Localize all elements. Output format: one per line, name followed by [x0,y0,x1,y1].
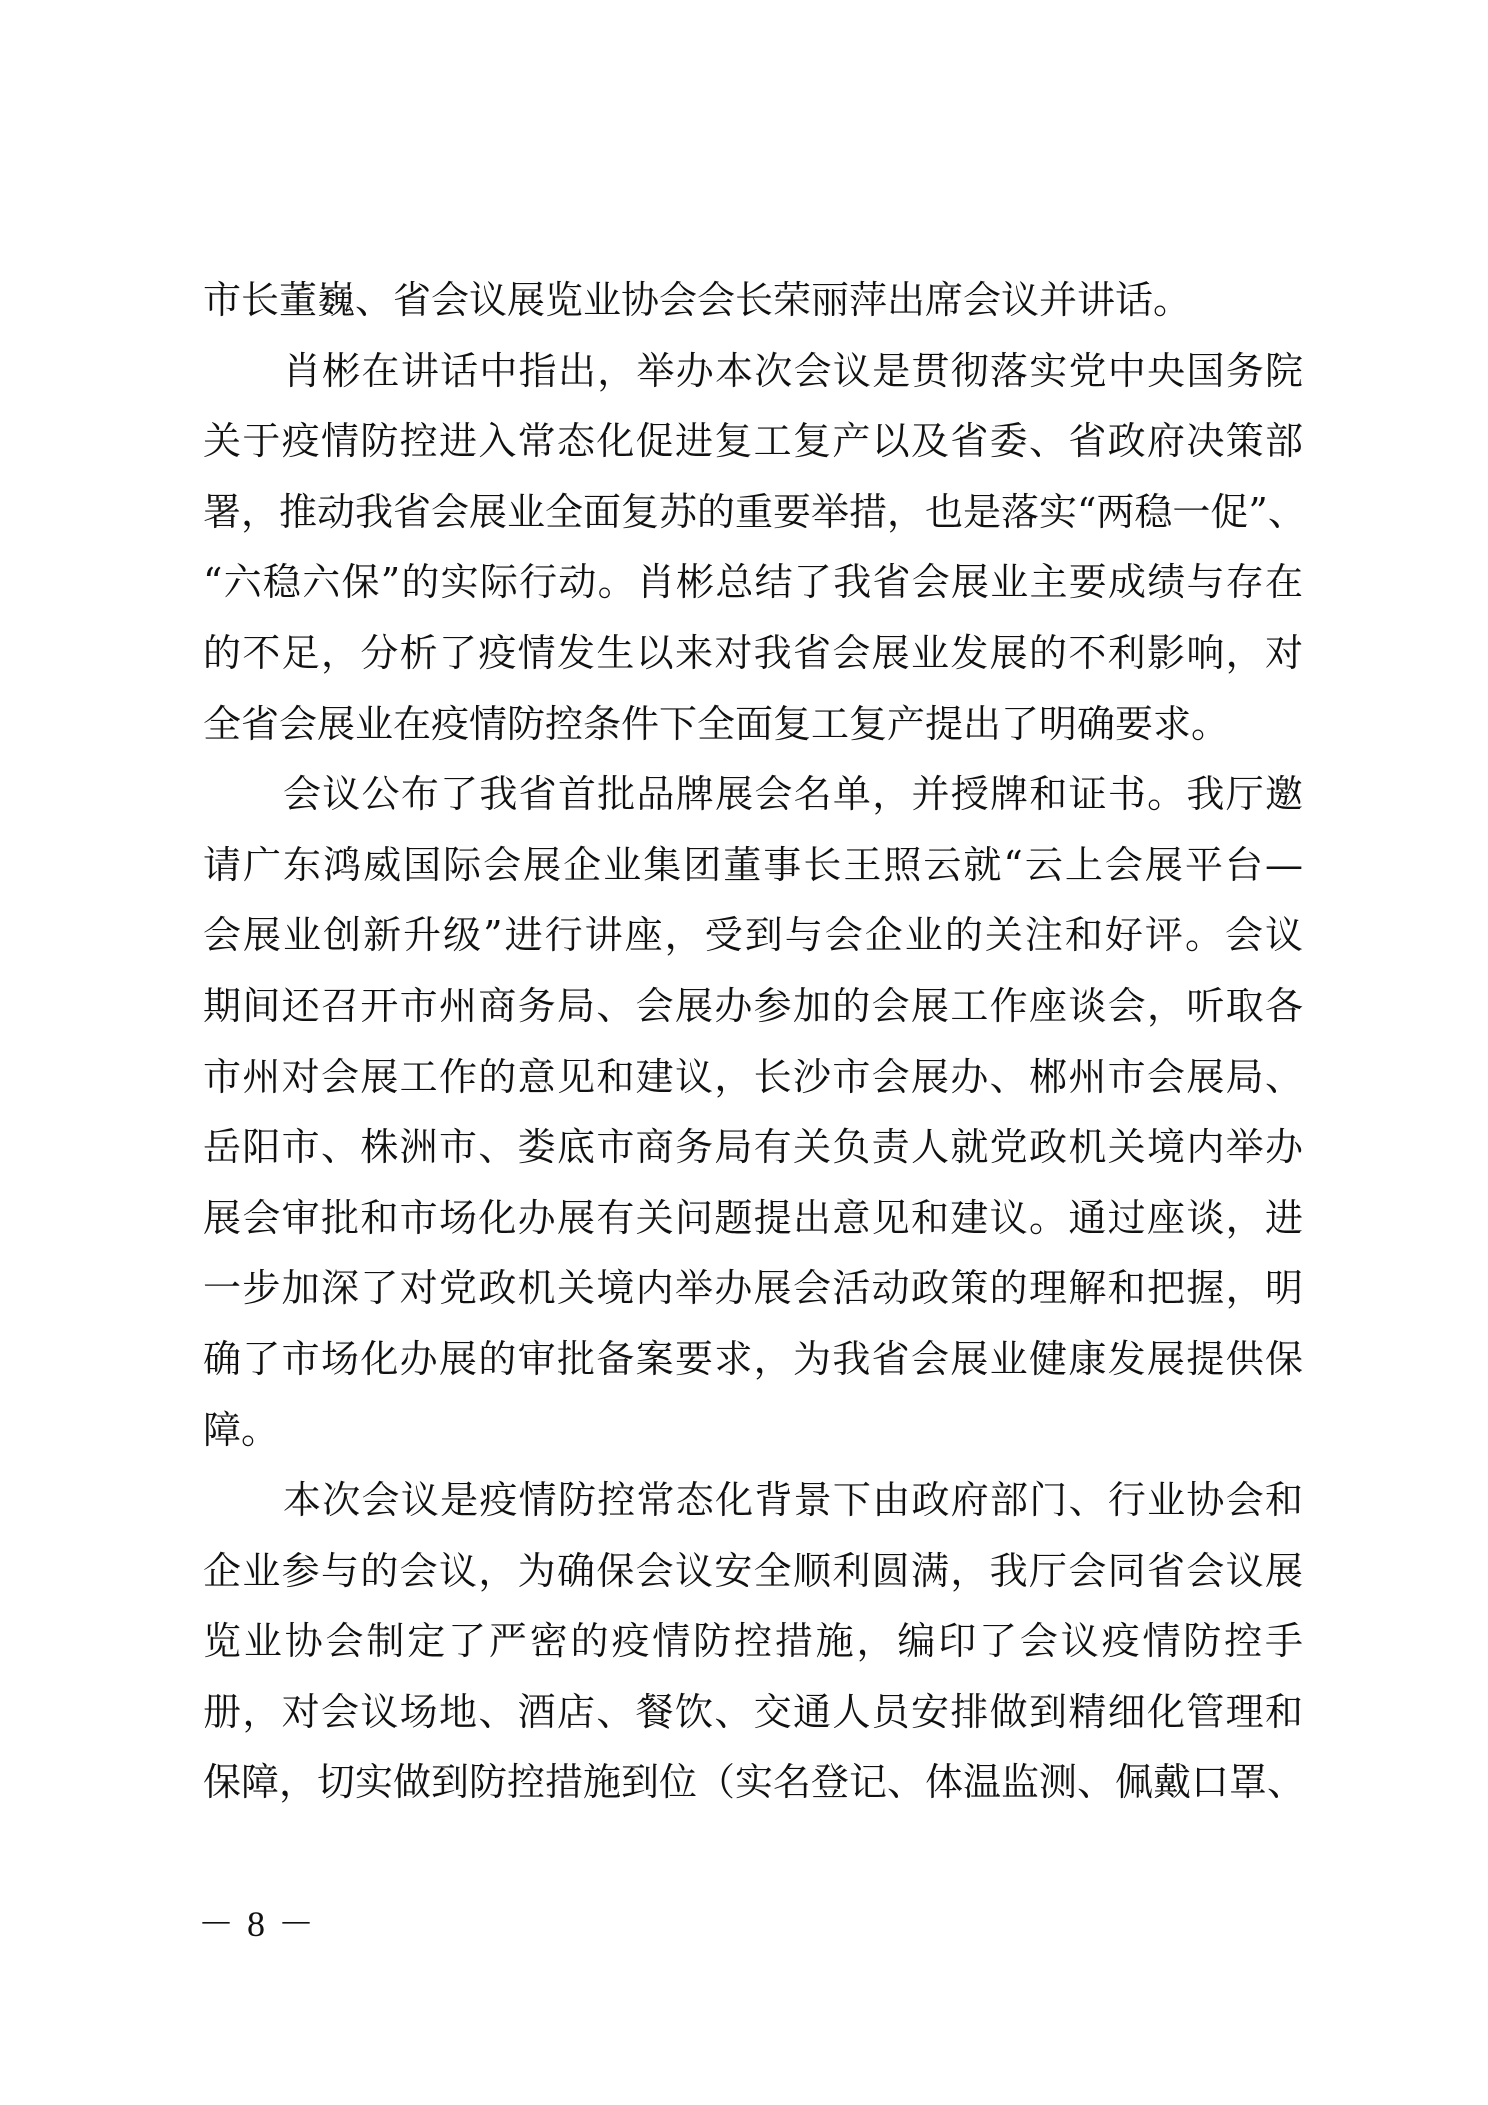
paragraph-first-line: 本次会议是疫情防控常态化背景下由政府部门、行业协会和 [283,1478,1303,1523]
text-line: 会展业创新升级”进行讲座，受到与会企业的关注和好评。会议 [203,913,1303,958]
paragraph-first-line: 肖彬在讲话中指出，举办本次会议是贯彻落实党中央国务院 [283,348,1303,393]
text-line: 岳阳市、株洲市、娄底市商务局有关负责人就党政机关境内举办 [203,1125,1303,1170]
document-body [203,270,1306,1823]
text-line: 览业协会制定了严密的疫情防控措施，编印了会议疫情防控手 [203,1619,1303,1664]
text-line: 署，推动我省会展业全面复苏的重要举措，也是落实“两稳一促”、 [203,489,1306,534]
text-line: 障。 [203,1407,280,1452]
paragraph-first-line: 会议公布了我省首批品牌展会名单，并授牌和证书。我厅邀 [283,772,1303,817]
text-line: 关于疫情防控进入常态化促进复工复产以及省委、省政府决策部 [203,419,1303,464]
text-line: 册，对会议场地、酒店、餐饮、交通人员安排做到精细化管理和 [203,1689,1303,1734]
text-line: 全省会展业在疫情防控条件下全面复工复产提出了明确要求。 [203,701,1230,746]
text-line: 请广东鸿威国际会展企业集团董事长王照云就“云上会展平台— [203,842,1303,887]
text-line: 确了市场化办展的审批备案要求，为我省会展业健康发展提供保 [203,1336,1303,1381]
text-line: 的不足，分析了疫情发生以来对我省会展业发展的不利影响，对 [203,630,1303,675]
text-line: 保障，切实做到防控措施到位（实名登记、体温监测、佩戴口罩、 [203,1760,1306,1805]
text-line: 展会审批和市场化办展有关问题提出意见和建议。通过座谈，进 [203,1195,1303,1240]
text-line: “六稳六保”的实际行动。肖彬总结了我省会展业主要成绩与存在 [203,560,1303,605]
text-line: 一步加深了对党政机关境内举办展会活动政策的理解和把握，明 [203,1266,1303,1311]
text-line: 企业参与的会议，为确保会议安全顺利圆满，我厅会同省会议展 [203,1548,1303,1593]
text-line: 市长董巍、省会议展览业协会会长荣丽萍出席会议并讲话。 [203,278,1192,322]
text-line: 期间还召开市州商务局、会展办参加的会展工作座谈会，听取各 [203,983,1303,1028]
text-line: 市州对会展工作的意见和建议，长沙市会展办、郴州市会展局、 [203,1054,1303,1099]
page-number: － 8 － [198,1904,317,1944]
